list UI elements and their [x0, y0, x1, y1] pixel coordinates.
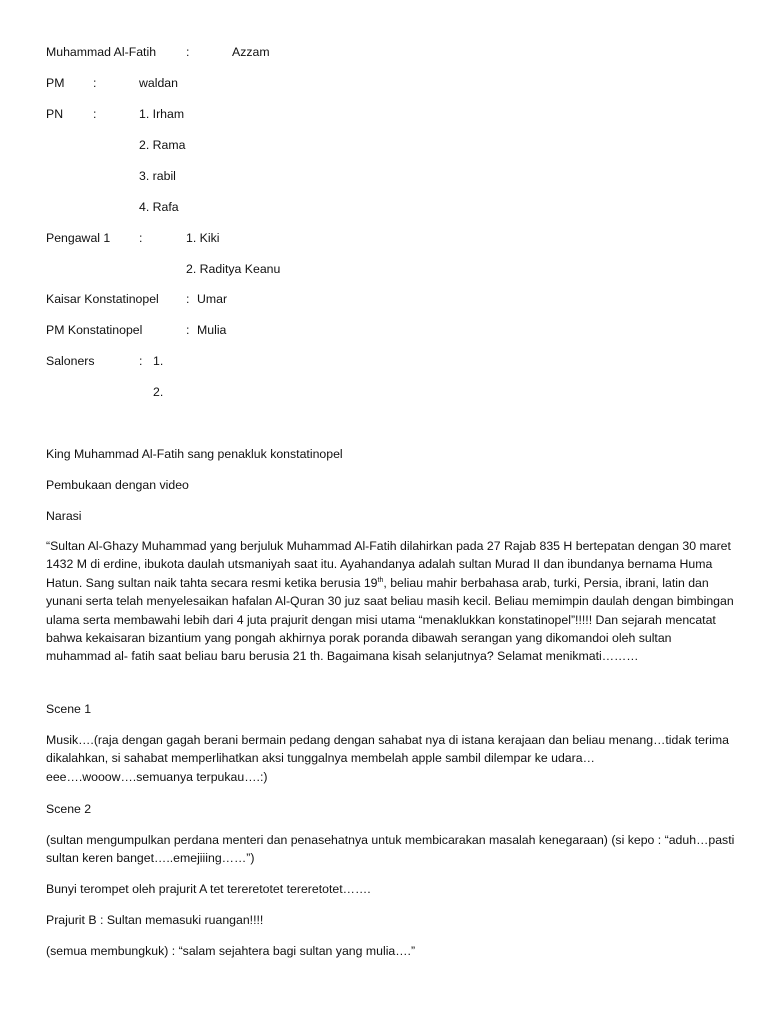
cast-name-pm: PM: [46, 76, 65, 90]
cast-name-pm-konstatinopel: PM Konstatinopel: [46, 323, 143, 337]
cast-actor-pm-konstatinopel: Mulia: [197, 323, 227, 337]
script-title: King Muhammad Al-Fatih sang penakluk konstatinopel: [46, 447, 343, 461]
cast-colon: :: [93, 76, 97, 90]
cast-actor-pengawal-2: 2. Raditya Keanu: [186, 262, 281, 276]
scene1-label: Scene 1: [46, 702, 92, 716]
cast-actor-pn-1: 1. Irham: [139, 107, 185, 121]
scene2-paragraph: (sultan mengumpulkan perdana menteri dan penasehatnya untuk membicarakan masalah kenegaraan) (si kepo : “aduh…pasti sultan keren banget…..emejiiing……”): [46, 833, 735, 866]
cast-colon: :: [93, 107, 97, 121]
scene2-line-salam: (semua membungkuk) : “salam sejahtera bagi sultan yang mulia….”: [46, 944, 416, 958]
cast-name-pengawal: Pengawal 1: [46, 231, 111, 245]
cast-actor-pn-2: 2. Rama: [139, 138, 186, 152]
cast-actor-kaisar: Umar: [197, 292, 228, 306]
scene1-paragraph: Musik….(raja dengan gagah berani bermain pedang dengan sahabat nya di istana kerajaan dan beliau menang…tidak terima dikalahkan, si sahabat memperlihatkan aksi tunggalnya membelah apple sambil dilempar ke udara…eee….wooow….semuanya terpukau….:): [46, 733, 729, 784]
cast-colon: :: [139, 354, 143, 368]
cast-actor-saloners-1: 1.: [153, 354, 164, 368]
cast-name-saloners: Saloners: [46, 354, 95, 368]
scene2-label: Scene 2: [46, 802, 92, 816]
opening-line: Pembukaan dengan video: [46, 478, 189, 492]
scene2-line-prajurit-b: Prajurit B : Sultan memasuki ruangan!!!!: [46, 913, 264, 927]
cast-colon: :: [139, 231, 143, 245]
narasi-text-part1: “Sultan Al-Ghazy Muhammad yang berjuluk Muhammad Al-Fatih dilahirkan pada 27 Rajab 835 H bertepatan dengan 30 maret 1432 M di erdine, ibukota daulah utsmaniyah saat itu. Ayahandanya adalah sultan Murad II dan ibundanya bernama Huma Hatun. Sang sultan naik tahta secara resmi ketika berusia 19: [46, 539, 731, 590]
narasi-label: Narasi: [46, 509, 82, 523]
scene2-line-terompet: Bunyi terompet oleh prajurit A tet tereretotet tereretotet…….: [46, 882, 371, 896]
cast-name-al-fatih: Muhammad Al-Fatih: [46, 45, 157, 59]
cast-actor-saloners-2: 2.: [153, 385, 164, 399]
cast-colon: :: [186, 292, 190, 306]
cast-colon: :: [186, 45, 190, 59]
cast-actor-pm: waldan: [139, 76, 178, 90]
narasi-text-part2: , beliau mahir berbahasa arab, turki, Persia, ibrani, latin dan yunani serta telah menyelesaikan hafalan Al-Quran 30 juz saat beliau masih kecil. Beliau memimpin daulah dengan bimbingan ulama serta membawahi lebih dari 4 juta prajurit dengan misi utama “menaklukkan konstatinopel”!!!!! Dan sejarah mencatat bahwa kekaisaran bizantium yang pongah akhirnya porak poranda dibawah serangan yang dikomandoi oleh sultan muhammad al- fatih saat beliau baru berusia 21 th. Bagaimana kisah selanjutnya? Selamat menikmati………: [46, 575, 734, 664]
cast-name-kaisar: Kaisar Konstatinopel: [46, 292, 159, 306]
cast-actor-pengawal-1: 1. Kiki: [186, 231, 220, 245]
cast-actor-al-fatih: Azzam: [232, 45, 270, 59]
cast-name-pn: PN: [46, 107, 64, 121]
narasi-paragraph: [46, 537, 736, 666]
cast-actor-pn-4: 4. Rafa: [139, 200, 179, 214]
cast-colon: :: [186, 323, 190, 337]
cast-actor-pn-3: 3. rabil: [139, 169, 176, 183]
narasi-superscript: th: [377, 576, 384, 584]
